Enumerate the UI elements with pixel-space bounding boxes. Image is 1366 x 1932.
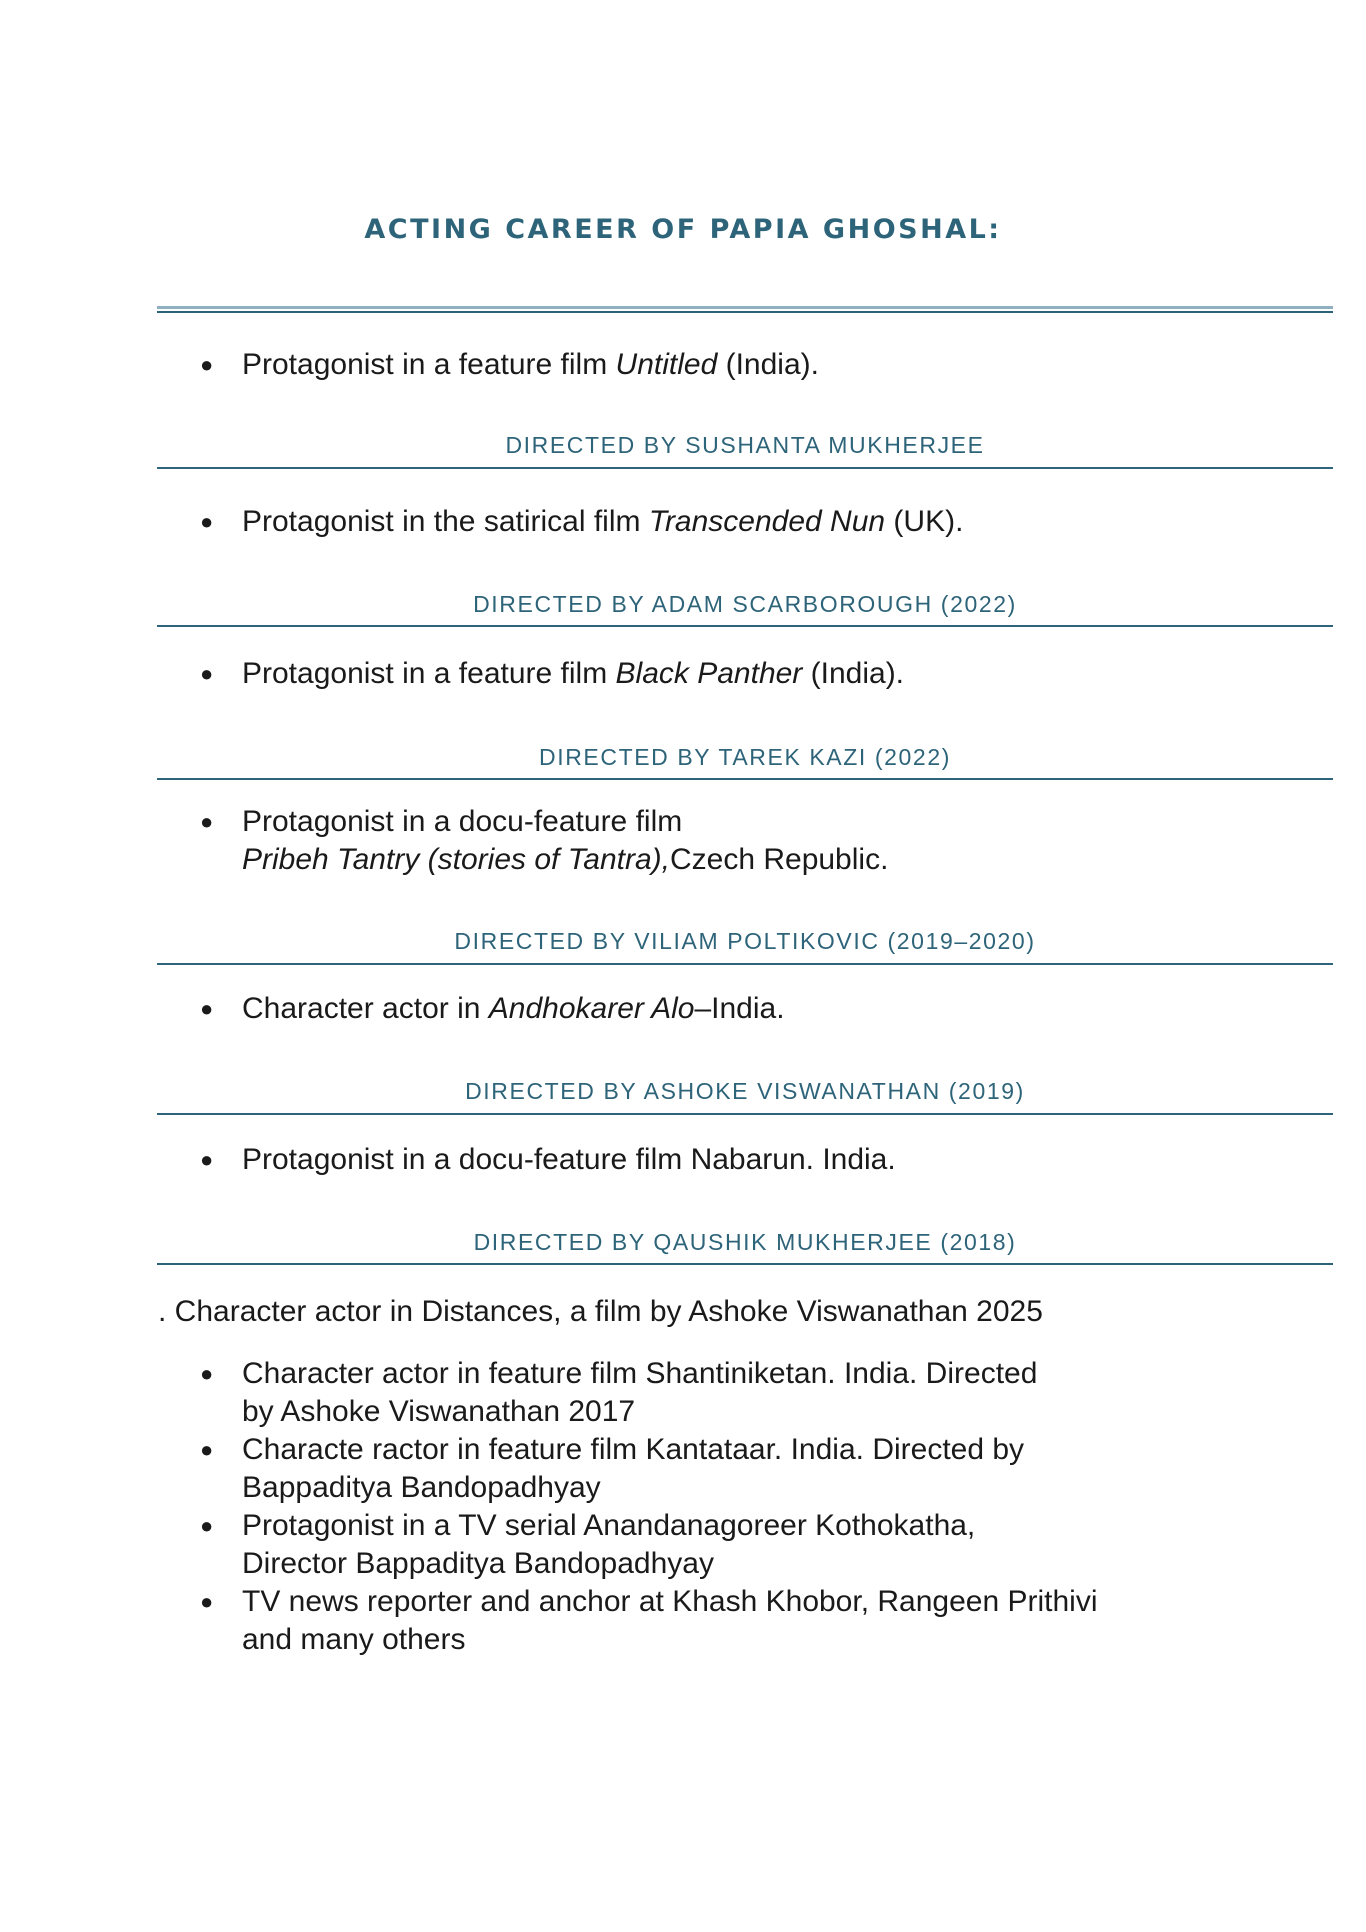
bullet-icon: ● — [200, 352, 214, 377]
divider — [157, 1263, 1333, 1265]
credit-item — [200, 503, 963, 541]
credit-item — [200, 990, 785, 1028]
divider — [157, 625, 1333, 627]
list-item-text: Characte ractor in feature film Kantataar. India. Directed by Bappaditya Bandopadhyay — [242, 1433, 1025, 1504]
divider — [157, 1113, 1333, 1115]
bullet-icon: ● — [200, 1437, 214, 1462]
credit-item — [200, 1141, 896, 1179]
credit-item — [200, 346, 819, 384]
bullet-icon: ● — [200, 509, 214, 534]
credit-text: Protagonist in the satirical film Transcended Nun (UK). — [242, 505, 964, 538]
credit-text: Protagonist in a feature film Black Panther (India). — [242, 657, 905, 690]
bullet-icon: ● — [200, 809, 214, 834]
list-item-text: Protagonist in a TV serial Anandanagoreer Kothokatha, Director Bappaditya Bandopadhyay — [242, 1509, 976, 1580]
bullet-icon: ● — [200, 1361, 214, 1386]
bullet-icon: ● — [200, 1147, 214, 1172]
credit-text: Protagonist in a feature film Untitled (India). — [242, 348, 819, 381]
credit-text: Protagonist in a docu-feature film Nabarun. India. — [242, 1143, 896, 1176]
list-item — [200, 1355, 1160, 1431]
bullet-icon: ● — [200, 996, 214, 1021]
director-line: DIRECTED BY VILIAM POLTIKOVIC (2019–2020) — [454, 928, 1036, 954]
credit-item — [200, 655, 904, 693]
list-item-text: Character actor in feature film Shantiniketan. India. Directed by Ashoke Viswanathan 2017 — [242, 1357, 1038, 1428]
credit-text: Character actor in Andhokarer Alo–India. — [242, 992, 785, 1025]
bullet-icon: ● — [200, 661, 214, 686]
director-line: DIRECTED BY TAREK KAZI (2022) — [539, 744, 951, 770]
title-divider — [157, 306, 1333, 313]
divider — [157, 963, 1333, 965]
divider — [157, 778, 1333, 780]
director-line: DIRECTED BY SUSHANTA MUKHERJEE — [505, 432, 985, 458]
list-item — [200, 1507, 1160, 1583]
film-title: Black Panther — [615, 657, 803, 690]
divider — [157, 467, 1333, 469]
other-roles-list — [200, 1355, 1160, 1659]
film-title: Transcended Nun — [648, 505, 886, 538]
bullet-icon: ● — [200, 1513, 214, 1538]
director-line: DIRECTED BY ASHOKE VISWANATHAN (2019) — [465, 1078, 1025, 1104]
film-title: Andhokarer Alo — [488, 992, 695, 1025]
film-title: Pribeh Tantry (stories of Tantra), — [242, 843, 670, 876]
list-item — [200, 1583, 1160, 1659]
director-line: DIRECTED BY ADAM SCARBOROUGH (2022) — [473, 591, 1017, 617]
distances-line: . Character actor in Distances, a film by Ashoke Viswanathan 2025 — [158, 1295, 1043, 1328]
list-item — [200, 1431, 1160, 1507]
list-item-text: TV news reporter and anchor at Khash Khobor, Rangeen Prithivi and many others — [242, 1585, 1098, 1656]
credit-text: Protagonist in a docu-feature film Pribeh Tantry (stories of Tantra),Czech Republic. — [242, 805, 889, 876]
film-title: Untitled — [615, 348, 718, 381]
page-title: ACTING CAREER OF PAPIA GHOSHAL: — [364, 214, 1002, 245]
bullet-icon: ● — [200, 1589, 214, 1614]
director-line: DIRECTED BY QAUSHIK MUKHERJEE (2018) — [473, 1229, 1017, 1255]
credit-item — [200, 803, 888, 879]
